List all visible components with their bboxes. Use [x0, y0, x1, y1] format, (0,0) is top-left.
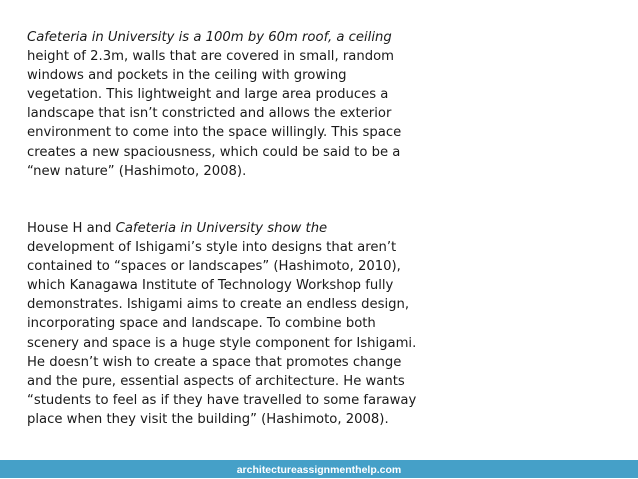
paragraph-cafeteria-description [27, 28, 427, 181]
paragraph-ishigami-style [27, 219, 427, 429]
paragraph-line: which Kanagawa Institute of Technology Workshop fully [27, 278, 394, 294]
paragraph-line: windows and pockets in the ceiling with growing [27, 68, 347, 84]
line-prefix: House H and [27, 221, 116, 236]
paragraph-line: contained to “spaces or landscapes” (Hashimoto, 2010), [27, 259, 401, 275]
paragraph-line [27, 219, 427, 238]
footer-bar [0, 460, 638, 478]
paragraph-line: vegetation. This lightweight and large area produces a [27, 87, 389, 103]
italic-title: Cafeteria in University is a 100m by 60m roof, a ceiling [27, 30, 392, 45]
paragraph-line: scenery and space is a huge style component for Ishigami. [27, 335, 417, 351]
paragraph-line: incorporating space and landscape. To combine both [27, 316, 376, 332]
paragraph-line: landscape that isn’t constricted and allows the exterior [27, 106, 392, 122]
paragraph-line: height of 2.3m, walls that are covered in small, random [27, 49, 394, 65]
italic-title: Cafeteria in University show the [115, 221, 328, 236]
paragraph-line: He doesn’t wish to create a space that promotes change [27, 354, 402, 370]
paragraph-line: place when they visit the building” (Hashimoto, 2008). [27, 411, 389, 427]
paragraph-line: “students to feel as if they have travelled to some faraway [27, 392, 417, 408]
paragraph-line: creates a new spaciousness, which could be said to be a [27, 144, 401, 160]
paragraph-line: “new nature” (Hashimoto, 2008). [27, 163, 247, 179]
paragraph-line [27, 28, 427, 47]
paragraph-line: demonstrates. Ishigami aims to create an endless design, [27, 297, 410, 313]
footer-website-text: architectureassignmenthelp.com [236, 464, 402, 476]
paragraph-line: development of Ishigami’s style into designs that aren’t [27, 240, 397, 256]
paragraph-line: environment to come into the space willingly. This space [27, 125, 402, 141]
paragraph-line: and the pure, essential aspects of architecture. He wants [27, 373, 405, 389]
